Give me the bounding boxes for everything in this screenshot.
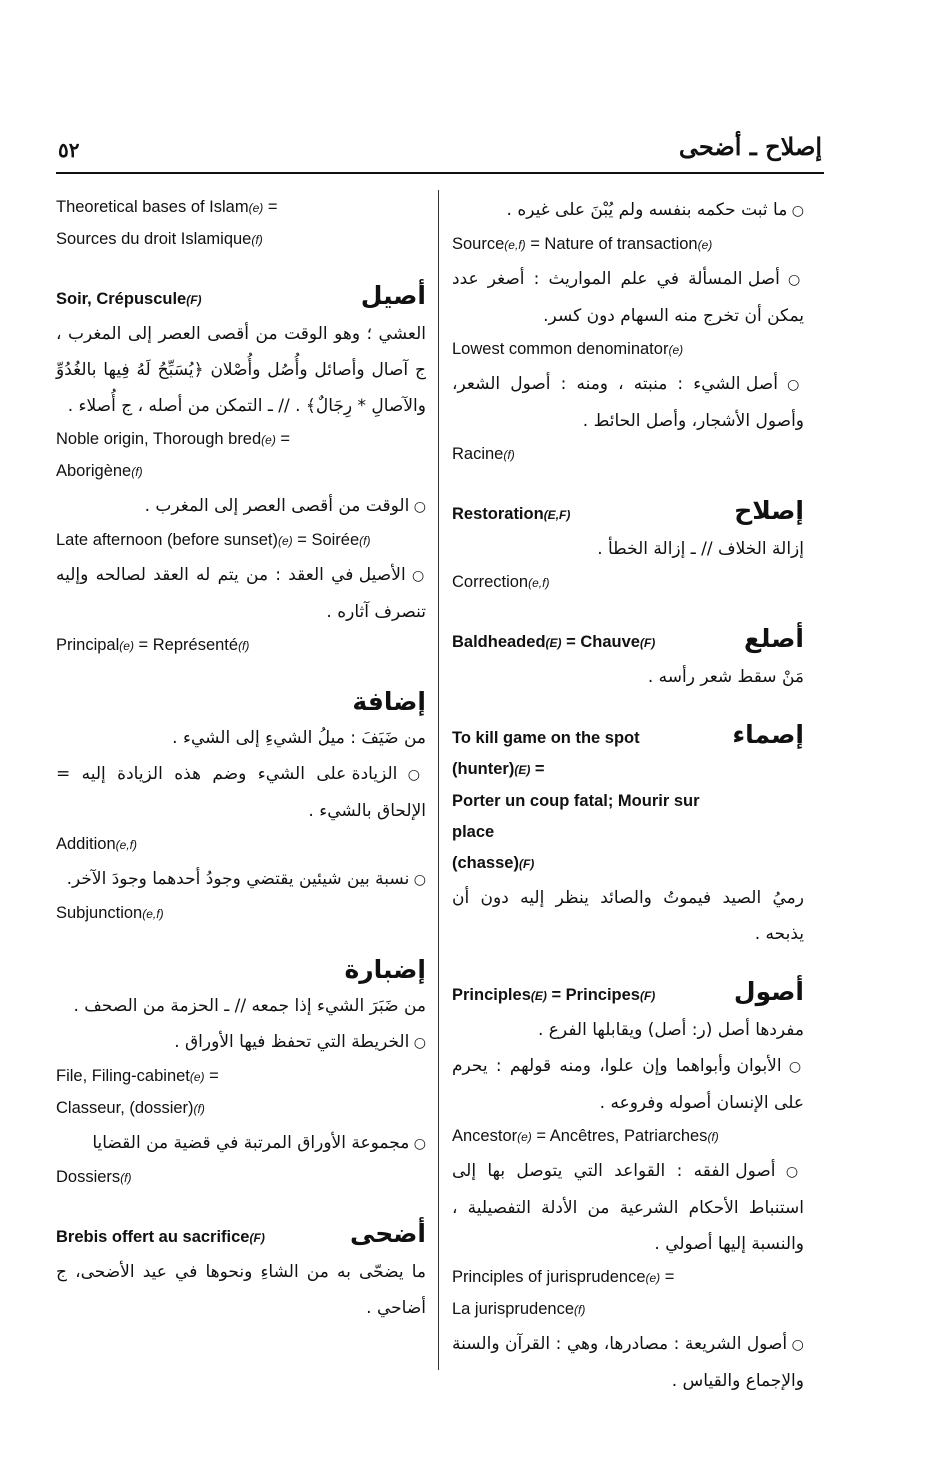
definition-text: رميُ الصيد فيموتُ والصائد ينظر إليه دون أن يذبحه . [452,888,804,944]
running-header-title: إصلاح ـ أضحى [678,132,822,161]
entry-asil [56,278,426,662]
translation: Correction(e,f) [452,573,550,591]
definition-text: ○ مجموعة الأوراق المرتبة في قضية من القضايا [56,1125,426,1162]
translation: File, Filing-cabinet(e) = Classeur, (dossier)(f) [56,1067,219,1117]
entry-translation: Soir, Crépuscule(F) [56,290,202,308]
entry-translation: Baldheaded(E) = Chauve(F) [452,633,656,651]
definition-text: ○ نسبة بين شيئين يقتضي وجودُ أحدهما وجودَ الآخر. [56,861,426,898]
definition-text: العشي ؛ وهو الوقت من أقصى العصر إلى المغرب ، ج آصال وأصائل وأُصُل وأُصْلان ﴿يُسَبِّحُ لَهُ فِيها بالغُدُوِّ والآصالِ * رِجَالٌ﴾ . // ـ التمكن من أصله ، ج أُصلاء . [56,324,426,416]
entry-idafa [56,684,426,930]
headword: إصماء [732,720,804,749]
translation: Subjunction(e,f) [56,904,164,922]
definition-text: ○ أصل المسألة في علم المواريث : أصغر عدد يمكن أن تخرج منه السهام دون كسر. [452,261,804,334]
definition-text: من ضَبَرَ الشيء إذا جمعه // ـ الحزمة من الصحف . [73,996,426,1016]
right-column [452,192,804,1421]
entry-translation: Principles(E) = Principes(F) [452,986,656,1004]
translation: Noble origin, Thorough bred(e) = Aborigène(f) [56,430,291,480]
translation: Principal(e) = Représenté(f) [56,636,250,654]
definition-text: ○ أصول الشريعة : مصادرها، وهي : القرآن والسنة والإجماع والقياس . [452,1326,804,1399]
entry-translation: Restoration(E,F) [452,505,571,523]
definition-text: ○ الخريطة التي تحفظ فيها الأوراق . [56,1024,426,1061]
header-rule [56,172,824,174]
definition-text: مفردها أصل (ر: أصل) ويقابلها الفرع . [537,1020,804,1040]
headword: أصلع [743,624,804,653]
headword: أصول [733,977,804,1006]
definition-text: ○ الزيادة على الشيء وضم هذه الزيادة إليه = الإلحاق بالشيء . [56,756,426,829]
headword: أصيل [360,281,426,310]
definition-text: ○ الأصيل في العقد : من يتم له العقد لصالحه وإليه تنصرف آثاره . [56,557,426,630]
entry-usul [452,974,804,1399]
definition-text: إزالة الخلاف // ـ إزالة الخطأ . [597,539,804,559]
translation: Late afternoon (before sunset)(e) = Soirée(f) [56,531,371,549]
translation: Theoretical bases of Islam(e) = Sources du droit Islamique(f) [56,198,278,248]
definition-text: ○ الوقت من أقصى العصر إلى المغرب . [56,488,426,525]
translation: Racine(f) [452,445,515,463]
asl-continuation [452,192,804,471]
page-number: ٥٢ [58,138,80,162]
definition-text: ما يضحّى به من الشاءِ ونحوها في عيد الأضحى، ج أضاحي . [56,1262,426,1318]
translation: Ancestor(e) = Ancêtres, Patriarches(f) [452,1127,719,1145]
headword: إضبارة [344,955,426,984]
usul-continuation [56,192,426,256]
translation: Addition(e,f) [56,835,137,853]
left-column [56,192,426,1348]
entry-ismaa [452,717,804,952]
translation: Source(e,f) = Nature of transaction(e) [452,235,713,253]
entry-aslaa [452,621,804,695]
headword: أضحى [349,1219,426,1248]
definition-text: من ضَيَفَ : ميلُ الشيءِ إلى الشيء . [172,728,426,748]
headword: إصلاح [734,496,804,525]
entry-idbara [56,952,426,1194]
definition-text: ○ أصول الفقه : القواعد التي يتوصل بها إلى استنباط الأحكام الشرعية من الأدلة التفصيلية ، والنسبة إليها أصولي . [452,1153,804,1262]
definition-text: مَنْ سقط شعر رأسه . [647,667,804,687]
translation: Lowest common denominator(e) [452,340,684,358]
entry-translation: To kill game on the spot (hunter)(E) = Porter un coup fatal; Mourir sur place (chasse)(F) [452,729,700,872]
entry-adha [56,1216,426,1326]
translation: Principles of jurisprudence(e) = La jurisprudence(f) [452,1268,675,1318]
translation: Dossiers(f) [56,1168,132,1186]
entry-translation: Brebis offert au sacrifice(F) [56,1228,265,1246]
entry-islah [452,493,804,599]
definition-text: ○ أصل الشيء : منبته ، ومنه : أصول الشعر، وأصول الأشجار، وأصل الحائط . [452,366,804,439]
definition-text: ○ ما ثبت حكمه بنفسه ولم يُبْنَ على غيره . [452,192,804,229]
headword: إضافة [352,687,426,716]
column-divider [438,190,439,1370]
definition-text: ○ الأبوان وأبواهما وإن علوا، ومنه قولهم : يحرم على الإنسان أصوله وفروعه . [452,1048,804,1121]
